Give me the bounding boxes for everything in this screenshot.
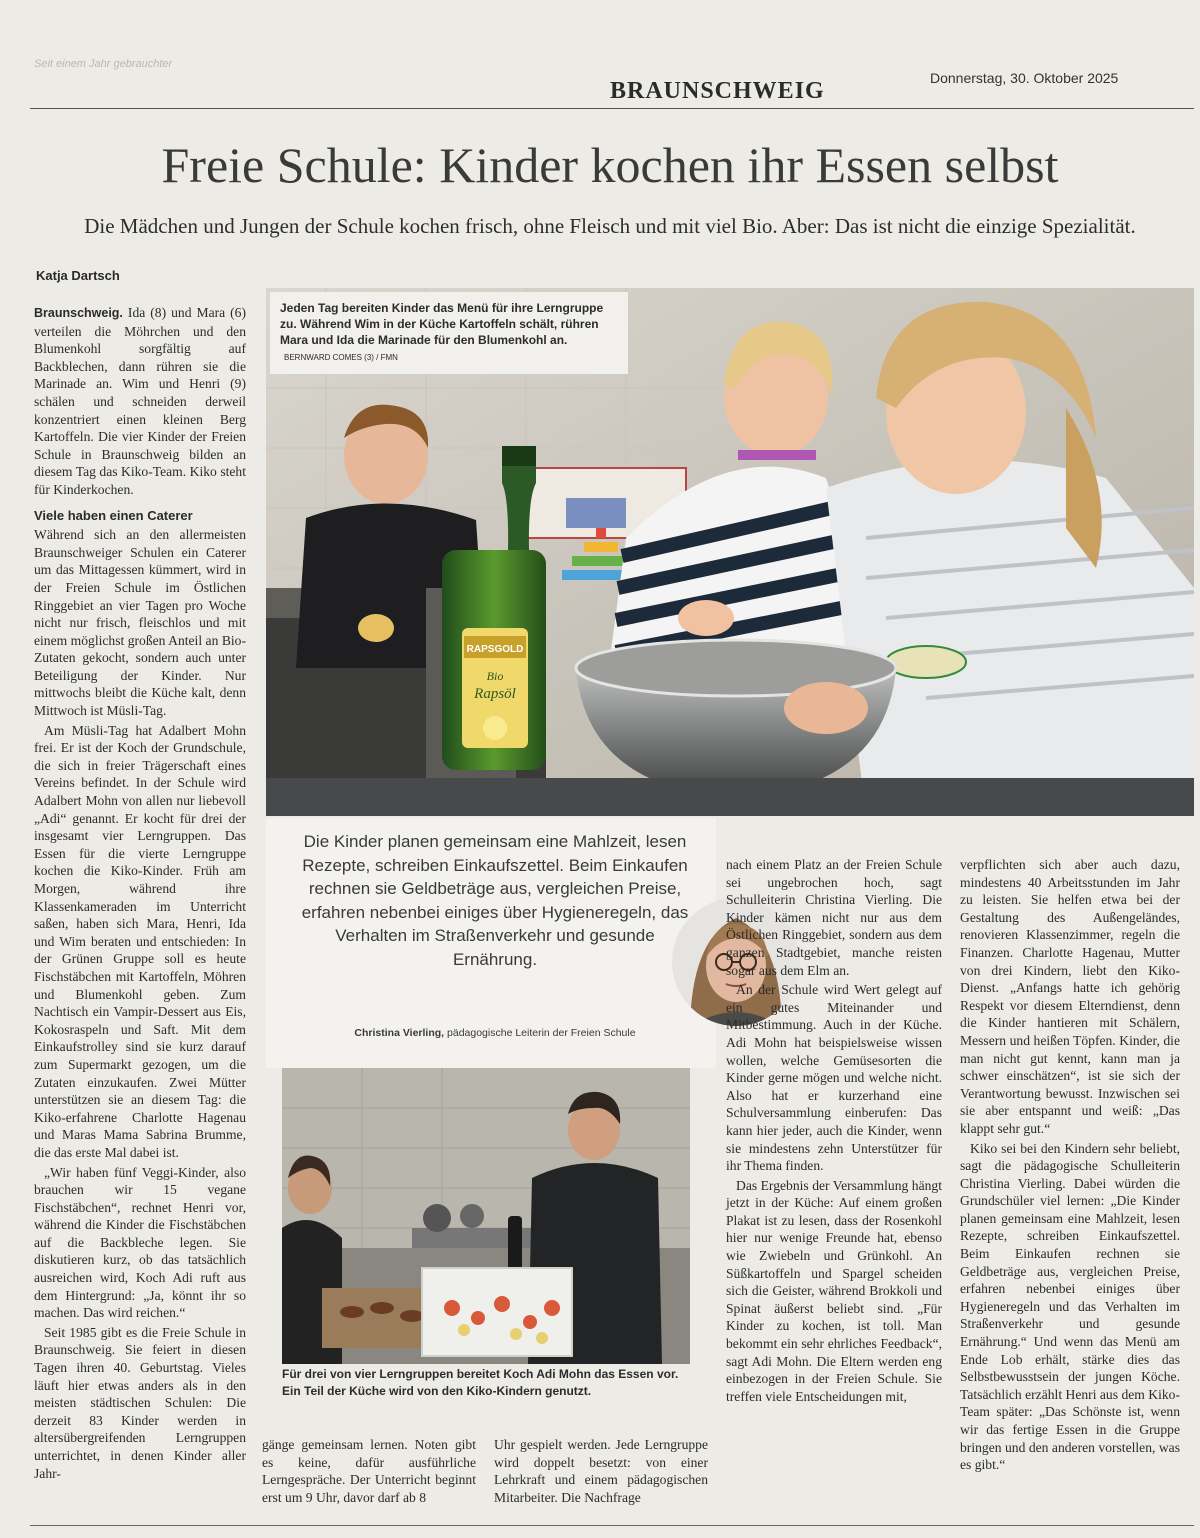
bottle-brand-text: RAPSGOLD bbox=[466, 644, 524, 655]
kitchen-photo-caption: Für drei von vier Lerngruppen bereitet Koch Adi Mohn das Essen vor. Ein Teil der Küche wird von den Kiko-Kindern genutzt. bbox=[282, 1367, 679, 1398]
section-name: BRAUNSCHWEIG bbox=[610, 78, 825, 104]
paragraph: Seit 1985 gibt es die Freie Schule in Braunschweig. Sie feiert in diesen Tagen ihren 40. Geburtstag. Vieles läuft hier etwas anders als in den meisten städtischen Schulen: Die derzeit 83 Kinder werden in altersübergreifenden Lerngruppen unterrichtet, in denen Kinder aller Jahr- bbox=[34, 1324, 246, 1481]
quote-author: Christina Vierling, bbox=[354, 1027, 445, 1039]
section-subhead: Viele haben einen Caterer bbox=[34, 507, 193, 523]
quote-author-role: pädagogische Leiterin der Freien Schule bbox=[447, 1027, 636, 1039]
paragraph: Uhr gespielt werden. Jede Lerngruppe wird doppelt besetzt: von einer Lehrkraft und einem pädagogischen Mitarbeiter. Die Nachfrage bbox=[494, 1437, 708, 1505]
article-column-4 bbox=[726, 856, 942, 1405]
hero-photo-caption bbox=[270, 292, 628, 374]
paragraph: gänge gemeinsam lernen. Noten gibt es keine, dafür ausführliche Lerngespräche. Der Unterricht beginnt erst um 9 Uhr, davor darf ab 8 bbox=[262, 1437, 476, 1505]
article-column-1 bbox=[34, 304, 246, 1482]
bottle-label-small: Bio bbox=[486, 669, 504, 683]
footer-rule bbox=[30, 1525, 1194, 1526]
header-ghost-text: Seit einem Jahr gebrauchter bbox=[34, 58, 173, 70]
pull-quote-text: Die Kinder planen gemeinsam eine Mahlzeit, lesen Rezepte, schreiben Einkaufszettel. Beim Einkaufen rechnen sie Geldbeträge aus, vergleichen Preise, erfahren nebenbei einiges über Hygieneregeln, das Verhalten im Straßenverkehr und gesunde Ernährung. bbox=[301, 832, 689, 969]
caption-text: Jeden Tag bereiten Kinder das Menü für ihre Lerngruppe zu. Während Wim in der Küche Kartoffeln schält, rühren Mara und Ida die Marinade für den Blumenkohl an. bbox=[280, 301, 604, 347]
article-column-2 bbox=[262, 1436, 476, 1506]
paragraph: „Wir haben fünf Veggi-Kinder, also brauchen wir 15 vegane Fischstäbchen“, rechnet Henri vor, während die Kinder die Fischstäbchen auf die Backbleche legen. Sie diskutieren kurz, ob das tatsächlich ausreichen wird, Koch Adi ruft aus dem Hintergrund: „Ja, könnt ihr so machen. Das wird reichen.“ bbox=[34, 1164, 246, 1321]
pull-quote-attribution bbox=[296, 1027, 694, 1039]
author: Katja Dartsch bbox=[36, 268, 120, 283]
paragraph: Das Ergebnis der Versammlung hängt jetzt in der Küche: Auf einem großen Plakat ist zu lesen, dass der Rosenkohl hier nur wenige Freunde hat, ebenso wie Zwiebeln und Grünkohl. An Süßkartoffeln und Spargel scheiden sich die Geister, während Brokkoli und Spinat äußerst beliebt sind. „Für Kinder zu kochen, ist toll. Man bekommt ein sehr ehrliches Feedback“, sagt Adi Mohn. Die Eltern werden eng einbezogen in der Freien Schule. Sie treffen viele Entscheidungen mit, bbox=[726, 1177, 942, 1404]
paragraph: Kiko sei bei den Kindern sehr beliebt, sagt die pädagogische Schulleiterin Christina Vierling. Dabei würden die Grundschüler viel lernen: „Die Kinder planen gemeinsam eine Mahlzeit, lesen Rezepte, schreiben Einkaufszettel. Beim Einkaufen rechnen sie Geldbeträge aus, vergleichen Preise, erfahren nebenbei einiges über Hygieneregeln und das Verhalten im Straßenverkehr und gesunde Ernährung.“ Und wenn das Menü am Ende Lob erhält, stärke dies das Selbstbewusstsein der jungen Köche. Tatsächlich erzählt Henri aus dem Kiko-Team später: „Das Schönste ist, wenn wir das fertige Essen in die Gruppe bringen und den anderen vorstellen, was es gibt.“ bbox=[960, 1140, 1180, 1473]
subheadline: Die Mädchen und Jungen der Schule kochen frisch, ohne Fleisch und mit viel Bio. Aber: Das ist nicht die einzige Spezialität. bbox=[84, 214, 1136, 238]
paragraph: verpflichten sich aber auch dazu, mindestens 40 Arbeitsstunden im Jahr zu leisten. Sie helfen etwa bei der Gestaltung des Außengeländes, renovieren Klassenzimmer, regeln die Finanzen. Charlotte Hagenau, Mutter von drei Kindern, liebt den Kiko-Dienst. „Anfangs hatte ich gehörig Respekt vor diesem Elterndienst, denn die Kinder hantieren mit Schälern, Messern und heißen Töpfen. Kinder, die man nicht gut kennt, kann man ja schwer einschätzen“, ist sie sich der Verantwortung bewusst. Inzwischen sei sie aber entspannt und weiß: „Das klappt sehr gut.“ bbox=[960, 857, 1180, 1136]
kitchen-photo bbox=[282, 1068, 690, 1364]
issue-date: Donnerstag, 30. Oktober 2025 bbox=[930, 70, 1119, 86]
bottle-label-big: Rapsöl bbox=[474, 686, 516, 702]
dateline: Braunschweig. bbox=[34, 306, 123, 320]
paragraph: An der Schule wird Wert gelegt auf ein gutes Miteinander und Mitbestimmung. Auch in der Küche. Adi Mohn hat beispielsweise wissen wollen, welche Gemüsesorten die Kinder gerne mögen und welche nicht. Also hat er kurzerhand eine Schulversammlung einberufen: Das kann hier jeder, auch die Kinder, wenn sie mindestens zehn Unterstützer für ihr Thema finden. bbox=[726, 982, 942, 1174]
paragraph: Während sich an den allermeisten Braunschweiger Schulen ein Caterer um das Mittagessen kümmert, wird in der Freien Schule im Östlichen Ringgebiet an vier Tagen pro Woche nicht nur frisch, fleischlos und mit einem möglichst großen Anteil an Bio-Zutaten gekocht, sondern auch unter Beteiligung der Kinder. Nur mittwochs bleibt die Küche kalt, denn Mittwoch ist Müsli-Tag. bbox=[34, 527, 246, 719]
photo-credit: BERNWARD COMES (3) / FMN bbox=[284, 353, 398, 362]
article-column-5 bbox=[960, 856, 1180, 1474]
paragraph: nach einem Platz an der Freien Schule sei ungebrochen hoch, sagt Schulleiterin Christina Vierling. Die Kinder kämen nicht nur aus dem Östlichen Ringgebiet, sondern aus dem ganzen Stadtgebiet, manche reisten sogar aus dem Elm an. bbox=[726, 857, 942, 978]
paragraph: Ida (8) und Mara (6) verteilen die Möhrchen und den Blumenkohl sorgfältig auf Backblechen, dann rühren sie die Marinade an. Wim und Henri (9) schälen und schneiden derweil konzentriert einen kleinen Berg Kartoffeln. Die vier Kinder der Freien Schule in Braunschweig bilden an diesem Tag das Kiko-Team. Kiko steht für Kinderkochen. bbox=[34, 305, 246, 497]
headline: Freie Schule: Kinder kochen ihr Essen selbst bbox=[161, 137, 1059, 193]
article-column-3 bbox=[494, 1436, 708, 1506]
header-rule bbox=[30, 108, 1194, 109]
paragraph: Am Müsli-Tag hat Adalbert Mohn frei. Er ist der Koch der Grundschule, die sich in freier Trägerschaft eines Vereins befindet. In der Schule wird Adalbert Mohn von allen nur liebevoll „Adi“ genannt. Er kocht für drei der insgesamt vier Lerngruppen. Das Essen für die vierte Lerngruppe kochen die Kiko-Kinder. Früh am Morgen, während ihre Klassenkameraden im Unterricht saßen, haben sich Mara, Henri, Ida und Wim beraten und entschieden: In der Grünen Gruppe soll es heute Fischstäbchen mit Kartoffeln, Möhren und Blumenkohl geben. Zum Nachtisch ein Vampir-Dessert aus Eis, Kokosraspeln und Saft. Mit dem Einkaufstrolley sind sie kurz darauf zum Supermarkt gezogen, um die Zutaten einzukaufen. Zwei Mütter unterstützen sie an diesem Tag: die Kiko-erfahrene Charlotte Hagenau und Maras Mama Sabrina Brumme, die das erste Mal dabei ist. bbox=[34, 722, 246, 1160]
